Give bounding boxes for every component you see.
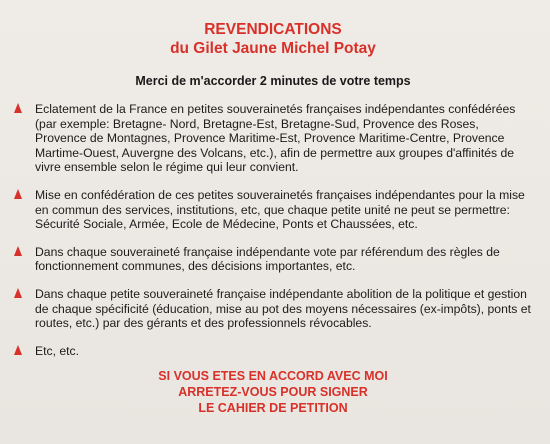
document-subtitle: Merci de m'accorder 2 minutes de votre temps (135, 74, 411, 88)
triangle-bullet-icon (14, 246, 22, 256)
demand-item-1 (14, 102, 532, 175)
cta-line-2: ARRETEZ-VOUS POUR SIGNER (178, 385, 368, 400)
demand-item-5 (14, 344, 532, 359)
triangle-bullet-icon (14, 345, 22, 355)
demand-item-2 (14, 188, 532, 232)
demands-list (14, 102, 532, 358)
cta-line-3: LE CAHIER DE PETITION (198, 401, 348, 416)
demand-text: Etc, etc. (35, 343, 80, 358)
call-to-action (14, 368, 532, 416)
triangle-bullet-icon (14, 189, 22, 199)
triangle-bullet-icon (14, 103, 22, 113)
demand-text: Dans chaque petite souveraineté française indépendante abolition de la politique et gestion de chaque spécificité (éducation, mise au pot des moyens nécessaires (ex-impôts), ponts et routes, etc.) par des gérants et des professionnels révocables. (35, 286, 531, 331)
cta-line-1: SI VOUS ETES EN ACCORD AVEC MOI (158, 369, 388, 384)
title-line-1: REVENDICATIONS (204, 21, 342, 38)
demand-item-4 (14, 287, 532, 331)
demand-text: Eclatement de la France en petites souverainetés françaises indépendantes confédérées (par exemple: Bretagne- Nord, Bretagne-Est, Bretagne-Sud, Provence des Roses, Provence de Montagnes, Provence Maritime-Est, Provence Maritime-Centre, Provence Martime-Ouest, Auvergne des Volcans, etc.), afin de permettre aux groupes d'affinités de vivre ensemble selon le régime qui leur convient. (35, 102, 516, 175)
demand-item-3 (14, 245, 532, 274)
title-line-2: du Gilet Jaune Michel Potay (170, 40, 376, 57)
demand-text: Dans chaque souveraineté française indépendante vote par référendum des règles de fonctionnement communes, des décisions importantes, etc. (35, 244, 500, 274)
demand-text: Mise en confédération de ces petites souverainetés françaises indépendantes pour la mise en commun des services, institutions, etc, que chaque petite unité ne peut se permettre: Sécurité Sociale, Armée, Ecole de Médecine, Ponts et Chaussées, etc. (35, 187, 525, 232)
document-title (14, 20, 532, 58)
triangle-bullet-icon (14, 288, 22, 298)
